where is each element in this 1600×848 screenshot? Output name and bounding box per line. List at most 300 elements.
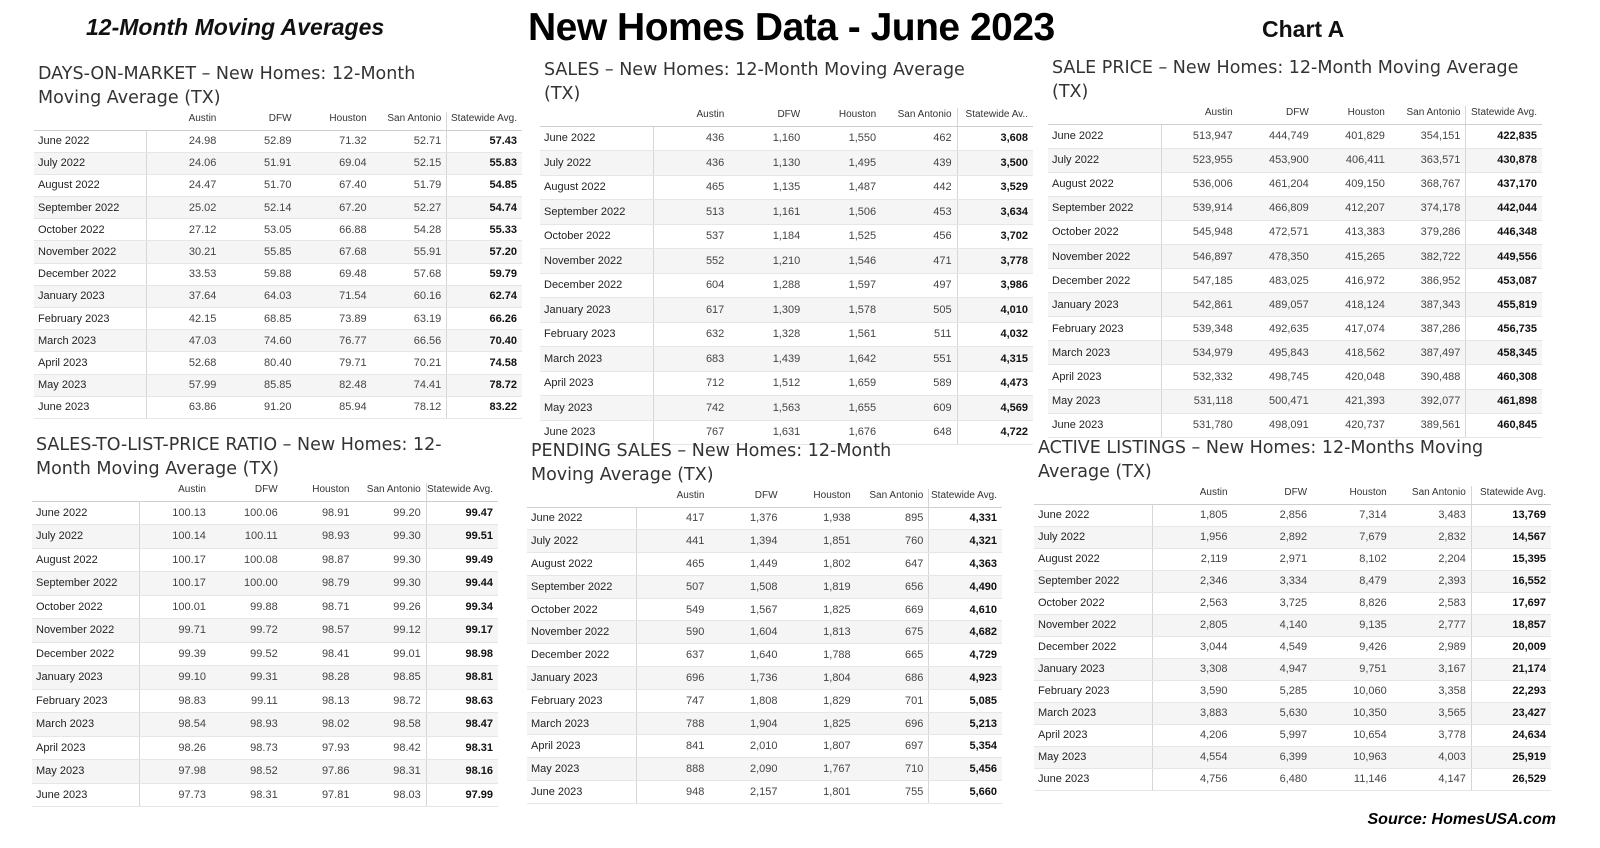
statewide-value: 4,032 (957, 322, 1033, 347)
table-cell: 76.77 (297, 330, 372, 352)
table-cell: 701 (856, 689, 929, 712)
table-cell: 4,206 (1153, 724, 1233, 746)
table-cell: 472,571 (1238, 220, 1314, 244)
column-header: Houston (283, 483, 355, 501)
table-cell: 539,914 (1162, 196, 1238, 220)
table-row (34, 197, 522, 219)
month-label: March 2023 (540, 347, 653, 372)
table-cell: 1,802 (783, 553, 856, 576)
statewide-value: 437,170 (1466, 172, 1542, 196)
table-row (32, 713, 498, 737)
statewide-value: 422,835 (1466, 124, 1542, 148)
table-title: SALES-TO-LIST-PRICE RATIO – New Homes: 12-Month Moving Average (TX) (36, 435, 442, 479)
table-cell: 80.40 (221, 352, 296, 374)
data-table (1048, 106, 1542, 438)
table-cell: 4,549 (1233, 636, 1313, 658)
table-cell: 382,722 (1390, 244, 1466, 268)
table-cell: 99.88 (211, 595, 283, 619)
table-row (1034, 702, 1551, 724)
page-title: New Homes Data - June 2023 (528, 6, 1055, 49)
table-cell: 42.15 (146, 308, 221, 330)
table-cell: 1,631 (729, 420, 805, 445)
table-row (527, 781, 1002, 804)
table-row (32, 642, 498, 666)
table-cell: 390,488 (1390, 365, 1466, 389)
table-cell: 1,449 (709, 553, 782, 576)
statewide-value: 13,769 (1471, 504, 1551, 526)
table-row (540, 249, 1033, 274)
table-row (1034, 768, 1551, 790)
table-cell: 4,140 (1233, 614, 1313, 636)
table-cell: 1,567 (709, 598, 782, 621)
table-cell: 1,829 (783, 689, 856, 712)
column-header: San Antonio (1390, 106, 1466, 124)
table-cell: 420,048 (1314, 365, 1390, 389)
table-cell: 97.93 (283, 736, 355, 760)
table-row (540, 347, 1033, 372)
table-cell: 98.71 (283, 595, 355, 619)
month-label: June 2022 (527, 507, 636, 530)
table-row (1048, 269, 1542, 293)
month-label: March 2023 (1048, 341, 1162, 365)
table-cell: 1,938 (783, 507, 856, 530)
table-cell: 532,332 (1162, 365, 1238, 389)
table-cell: 888 (636, 758, 709, 781)
statewide-value: 22,293 (1471, 680, 1551, 702)
month-label: February 2023 (1048, 317, 1162, 341)
sales-to-list-ratio-panel (32, 433, 498, 807)
table-cell: 1,288 (729, 273, 805, 298)
month-label: October 2022 (540, 224, 653, 249)
data-table (1034, 486, 1551, 791)
statewide-value: 66.26 (447, 308, 522, 330)
table-cell: 513 (653, 200, 729, 225)
month-label: November 2022 (1048, 244, 1162, 268)
table-cell: 436 (653, 126, 729, 151)
statewide-value: 5,660 (929, 781, 1002, 804)
month-label: July 2022 (34, 152, 146, 174)
table-row (32, 572, 498, 596)
table-row (527, 667, 1002, 690)
table-cell: 10,654 (1312, 724, 1392, 746)
table-row (34, 285, 522, 307)
table-cell: 100.00 (211, 572, 283, 596)
table-cell: 2,805 (1153, 614, 1233, 636)
statewide-value: 99.44 (426, 572, 498, 596)
table-cell: 465 (653, 175, 729, 200)
table-cell: 99.52 (211, 642, 283, 666)
table-title: ACTIVE LISTINGS – New Homes: 12-Months Moving Average (TX) (1038, 438, 1484, 482)
table-cell: 5,997 (1233, 724, 1313, 746)
table-cell: 948 (636, 781, 709, 804)
column-header: DFW (709, 489, 782, 507)
statewide-value: 98.16 (426, 760, 498, 784)
month-label: June 2023 (34, 396, 146, 418)
table-row (527, 575, 1002, 598)
column-header: Austin (146, 112, 221, 130)
table-cell: 1,736 (709, 667, 782, 690)
table-cell: 2,892 (1233, 526, 1313, 548)
statewide-value: 460,308 (1466, 365, 1542, 389)
month-label: November 2022 (34, 241, 146, 263)
month-label: October 2022 (527, 598, 636, 621)
table-cell: 8,102 (1312, 548, 1392, 570)
statewide-value: 23,427 (1471, 702, 1551, 724)
table-cell: 99.01 (354, 642, 426, 666)
table-cell: 9,751 (1312, 658, 1392, 680)
table-row (1034, 636, 1551, 658)
table-row (34, 374, 522, 396)
table-cell: 1,788 (783, 644, 856, 667)
table-cell: 742 (653, 396, 729, 421)
row-header-column (32, 483, 139, 501)
statewide-value: 18,857 (1471, 614, 1551, 636)
statewide-value: 98.98 (426, 642, 498, 666)
table-row (32, 689, 498, 713)
table-cell: 604 (653, 273, 729, 298)
table-row (1034, 614, 1551, 636)
table-row (34, 308, 522, 330)
section-heading: 12-Month Moving Averages (86, 14, 385, 40)
table-cell: 4,147 (1392, 768, 1472, 790)
table-cell: 71.54 (297, 285, 372, 307)
table-cell: 99.20 (354, 501, 426, 525)
table-cell: 98.72 (354, 689, 426, 713)
month-label: March 2023 (34, 330, 146, 352)
table-row (1034, 504, 1551, 526)
table-cell: 98.31 (211, 783, 283, 807)
table-cell: 683 (653, 347, 729, 372)
table-cell: 1,807 (783, 735, 856, 758)
column-header: Austin (1162, 106, 1238, 124)
table-cell: 99.10 (139, 666, 211, 690)
table-cell: 99.11 (211, 689, 283, 713)
table-cell: 9,426 (1312, 636, 1392, 658)
table-cell: 710 (856, 758, 929, 781)
table-cell: 63.86 (146, 396, 221, 418)
statewide-value: 458,345 (1466, 341, 1542, 365)
table-cell: 59.88 (221, 263, 296, 285)
table-cell: 98.26 (139, 736, 211, 760)
statewide-value: 14,567 (1471, 526, 1551, 548)
table-cell: 52.68 (146, 352, 221, 374)
table-cell: 98.31 (354, 760, 426, 784)
table-cell: 442 (881, 175, 957, 200)
table-row (540, 322, 1033, 347)
statewide-value: 5,456 (929, 758, 1002, 781)
table-row (1034, 526, 1551, 548)
table-cell: 30.21 (146, 241, 221, 263)
statewide-value: 25,919 (1471, 746, 1551, 768)
table-cell: 406,411 (1314, 148, 1390, 172)
table-cell: 1,525 (805, 224, 881, 249)
table-cell: 788 (636, 712, 709, 735)
table-cell: 47.03 (146, 330, 221, 352)
table-row (32, 501, 498, 525)
table-cell: 8,479 (1312, 570, 1392, 592)
table-cell: 1,801 (783, 781, 856, 804)
table-cell: 755 (856, 781, 929, 804)
table-cell: 68.85 (221, 308, 296, 330)
table-cell: 500,471 (1238, 389, 1314, 413)
table-cell: 511 (881, 322, 957, 347)
statewide-value: 460,845 (1466, 413, 1542, 437)
statewide-value: 4,363 (929, 553, 1002, 576)
statewide-value: 3,702 (957, 224, 1033, 249)
table-cell: 70.21 (372, 352, 447, 374)
table-cell: 1,184 (729, 224, 805, 249)
statewide-value: 98.47 (426, 713, 498, 737)
table-cell: 52.89 (221, 130, 296, 152)
table-row (540, 126, 1033, 151)
table-cell: 495,843 (1238, 341, 1314, 365)
statewide-value: 430,878 (1466, 148, 1542, 172)
month-label: July 2022 (1034, 526, 1153, 548)
table-cell: 2,119 (1153, 548, 1233, 570)
table-cell: 416,972 (1314, 269, 1390, 293)
table-cell: 1,161 (729, 200, 805, 225)
month-label: February 2023 (527, 689, 636, 712)
statewide-value: 20,009 (1471, 636, 1551, 658)
table-cell: 417 (636, 507, 709, 530)
column-header: Statewide Avg. (929, 489, 1002, 507)
month-label: July 2022 (540, 151, 653, 176)
table-row (1048, 148, 1542, 172)
month-label: June 2022 (1048, 124, 1162, 148)
table-cell: 97.81 (283, 783, 355, 807)
month-label: January 2023 (540, 298, 653, 323)
month-label: November 2022 (527, 621, 636, 644)
month-label: September 2022 (540, 200, 653, 225)
table-cell: 418,124 (1314, 293, 1390, 317)
table-cell: 747 (636, 689, 709, 712)
table-cell: 1,394 (709, 530, 782, 553)
table-cell: 712 (653, 371, 729, 396)
table-cell: 2,393 (1392, 570, 1472, 592)
table-cell: 453 (881, 200, 957, 225)
month-label: June 2022 (540, 126, 653, 151)
month-label: October 2022 (32, 595, 139, 619)
column-header: San Antonio (354, 483, 426, 501)
table-cell: 696 (636, 667, 709, 690)
table-cell: 417,074 (1314, 317, 1390, 341)
table-cell: 547,185 (1162, 269, 1238, 293)
table-cell: 4,947 (1233, 658, 1313, 680)
table-row (34, 174, 522, 196)
data-table (34, 112, 522, 419)
table-cell: 98.02 (283, 713, 355, 737)
table-cell: 1,495 (805, 151, 881, 176)
statewide-value: 4,315 (957, 347, 1033, 372)
statewide-value: 24,634 (1471, 724, 1551, 746)
table-cell: 1,825 (783, 598, 856, 621)
row-header-column (540, 108, 653, 126)
column-header: Statewide Av.. (957, 108, 1033, 126)
month-label: July 2022 (32, 525, 139, 549)
table-cell: 98.79 (283, 572, 355, 596)
statewide-value: 54.74 (447, 197, 522, 219)
month-label: December 2022 (34, 263, 146, 285)
table-cell: 1,130 (729, 151, 805, 176)
statewide-value: 97.99 (426, 783, 498, 807)
table-row (34, 130, 522, 152)
table-cell: 99.26 (354, 595, 426, 619)
table-cell: 52.15 (372, 152, 447, 174)
table-cell: 98.42 (354, 736, 426, 760)
month-label: May 2023 (34, 374, 146, 396)
month-label: June 2023 (527, 781, 636, 804)
table-cell: 552 (653, 249, 729, 274)
table-cell: 3,883 (1153, 702, 1233, 724)
table-cell: 589 (881, 371, 957, 396)
table-title: SALE PRICE – New Homes: 12-Month Moving Average (TX) (1052, 58, 1519, 102)
month-label: October 2022 (1048, 220, 1162, 244)
month-label: December 2022 (527, 644, 636, 667)
table-cell: 665 (856, 644, 929, 667)
month-label: June 2023 (540, 420, 653, 445)
table-cell: 492,635 (1238, 317, 1314, 341)
table-cell: 401,829 (1314, 124, 1390, 148)
table-cell: 1,135 (729, 175, 805, 200)
row-header-column (1048, 106, 1162, 124)
table-cell: 498,745 (1238, 365, 1314, 389)
table-row (540, 273, 1033, 298)
table-cell: 2,777 (1392, 614, 1472, 636)
table-cell: 409,150 (1314, 172, 1390, 196)
statewide-value: 5,213 (929, 712, 1002, 735)
table-cell: 537 (653, 224, 729, 249)
table-cell: 25.02 (146, 197, 221, 219)
table-cell: 523,955 (1162, 148, 1238, 172)
table-row (540, 151, 1033, 176)
statewide-value: 54.85 (447, 174, 522, 196)
column-header: San Antonio (856, 489, 929, 507)
table-row (527, 530, 1002, 553)
table-row (1034, 570, 1551, 592)
table-cell: 98.57 (283, 619, 355, 643)
table-cell: 10,060 (1312, 680, 1392, 702)
month-label: August 2022 (540, 175, 653, 200)
table-cell: 8,826 (1312, 592, 1392, 614)
data-table (527, 489, 1002, 804)
month-label: May 2023 (1034, 746, 1153, 768)
column-header: Austin (636, 489, 709, 507)
table-cell: 1,904 (709, 712, 782, 735)
table-cell: 1,546 (805, 249, 881, 274)
table-cell: 545,948 (1162, 220, 1238, 244)
table-cell: 3,483 (1392, 504, 1472, 526)
table-row (540, 175, 1033, 200)
table-cell: 10,350 (1312, 702, 1392, 724)
table-cell: 453,900 (1238, 148, 1314, 172)
table-cell: 98.93 (283, 525, 355, 549)
statewide-value: 99.51 (426, 525, 498, 549)
table-cell: 64.03 (221, 285, 296, 307)
table-cell: 27.12 (146, 219, 221, 241)
table-cell: 57.68 (372, 263, 447, 285)
table-row (527, 553, 1002, 576)
table-cell: 444,749 (1238, 124, 1314, 148)
statewide-value: 442,044 (1466, 196, 1542, 220)
data-table (32, 483, 498, 807)
column-header: Houston (1314, 106, 1390, 124)
table-cell: 590 (636, 621, 709, 644)
table-cell: 74.60 (221, 330, 296, 352)
table-cell: 3,334 (1233, 570, 1313, 592)
statewide-value: 57.43 (447, 130, 522, 152)
statewide-value: 5,085 (929, 689, 1002, 712)
column-header: DFW (211, 483, 283, 501)
table-cell: 387,286 (1390, 317, 1466, 341)
month-label: February 2023 (34, 308, 146, 330)
month-label: April 2023 (540, 371, 653, 396)
table-cell: 100.01 (139, 595, 211, 619)
month-label: May 2023 (1048, 389, 1162, 413)
source-note: Source: HomesUSA.com (1367, 811, 1556, 828)
table-cell: 55.91 (372, 241, 447, 263)
table-cell: 507 (636, 575, 709, 598)
table-row (1048, 341, 1542, 365)
table-cell: 462 (881, 126, 957, 151)
column-header: Austin (1153, 486, 1233, 504)
table-cell: 546,897 (1162, 244, 1238, 268)
table-cell: 5,285 (1233, 680, 1313, 702)
table-cell: 1,439 (729, 347, 805, 372)
table-cell: 354,151 (1390, 124, 1466, 148)
statewide-value: 74.58 (447, 352, 522, 374)
month-label: November 2022 (1034, 614, 1153, 636)
table-cell: 98.93 (211, 713, 283, 737)
table-cell: 531,118 (1162, 389, 1238, 413)
month-label: January 2023 (1048, 293, 1162, 317)
month-label: May 2023 (32, 760, 139, 784)
month-label: August 2022 (1034, 548, 1153, 570)
table-cell: 67.68 (297, 241, 372, 263)
table-cell: 99.72 (211, 619, 283, 643)
month-label: August 2022 (1048, 172, 1162, 196)
table-cell: 1,160 (729, 126, 805, 151)
table-cell: 415,265 (1314, 244, 1390, 268)
table-row (1048, 317, 1542, 341)
statewide-value: 4,473 (957, 371, 1033, 396)
table-cell: 71.32 (297, 130, 372, 152)
table-row (1048, 172, 1542, 196)
table-cell: 1,805 (1153, 504, 1233, 526)
table-cell: 82.48 (297, 374, 372, 396)
statewide-value: 4,569 (957, 396, 1033, 421)
table-cell: 1,659 (805, 371, 881, 396)
table-row (527, 507, 1002, 530)
table-row (32, 525, 498, 549)
table-row (32, 783, 498, 807)
statewide-value: 99.34 (426, 595, 498, 619)
statewide-value: 4,923 (929, 667, 1002, 690)
month-label: April 2023 (527, 735, 636, 758)
month-label: June 2022 (1034, 504, 1153, 526)
table-row (34, 396, 522, 418)
table-cell: 456 (881, 224, 957, 249)
row-header-column (527, 489, 636, 507)
statewide-value: 99.47 (426, 501, 498, 525)
month-label: September 2022 (32, 572, 139, 596)
table-cell: 461,204 (1238, 172, 1314, 196)
table-cell: 2,010 (709, 735, 782, 758)
statewide-value: 98.63 (426, 689, 498, 713)
table-cell: 4,756 (1153, 768, 1233, 790)
table-title: DAYS-ON-MARKET – New Homes: 12-Month Moving Average (TX) (38, 64, 416, 108)
table-cell: 368,767 (1390, 172, 1466, 196)
table-cell: 74.41 (372, 374, 447, 396)
